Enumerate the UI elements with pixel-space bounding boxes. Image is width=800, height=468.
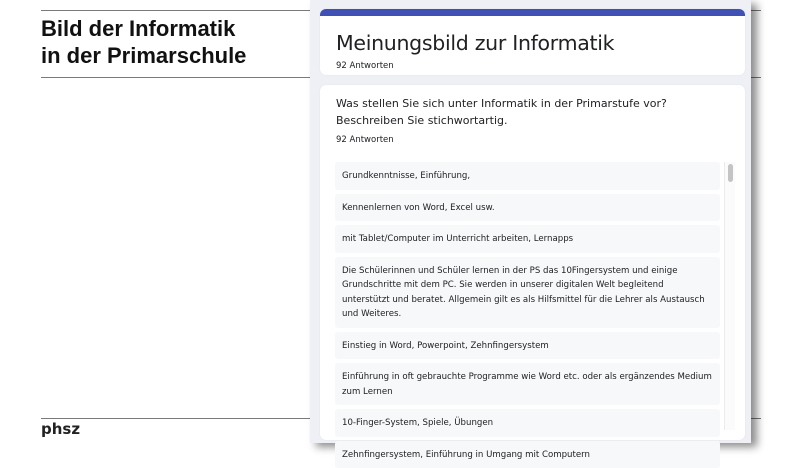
response-item: Einführung in oft gebrauchte Programme wie Word etc. oder als ergänzendes Medium zum Lernen: [335, 363, 720, 405]
slide-title-line-2: in der Primarschule: [41, 42, 246, 69]
slide-title-line-1: Bild der Informatik: [41, 15, 246, 42]
question-card: [320, 85, 745, 440]
footer-logo: phsz: [41, 420, 80, 438]
scrollbar-thumb[interactable]: [728, 164, 733, 182]
form-title: Meinungsbild zur Informatik: [336, 31, 614, 55]
response-item: Einstieg in Word, Powerpoint, Zehnfingersystem: [335, 332, 720, 360]
slide-title: [41, 15, 246, 69]
response-item: Grundkenntnisse, Einführung,: [335, 162, 720, 190]
response-item: Zehnfingersystem, Einführung in Umgang mit Computern: [335, 441, 720, 468]
responses-list[interactable]: [335, 162, 720, 430]
form-header-card: [320, 9, 745, 75]
response-item: Die Schülerinnen und Schüler lernen in der PS das 10Fingersystem und einige Grundschritte mit dem PC. Sie werden in unserer digitalen Welt begleitend unterstützt und beratet. Allgemein gilt es als Hilfsmittel für die Lehrer als Austausch und Weiteres.: [335, 257, 720, 328]
response-item: mit Tablet/Computer im Unterricht arbeiten, Lernapps: [335, 225, 720, 253]
response-item: Kennenlernen von Word, Excel usw.: [335, 194, 720, 222]
form-accent-bar: [320, 9, 745, 16]
response-item: 10-Finger-System, Spiele, Übungen: [335, 409, 720, 437]
form-response-count: 92 Antworten: [336, 61, 394, 71]
form-responses-screenshot: [310, 0, 751, 443]
question-response-count: 92 Antworten: [336, 135, 394, 145]
responses-scrollbar[interactable]: [724, 162, 735, 430]
question-text: Was stellen Sie sich unter Informatik in der Primarstufe vor? Beschreiben Sie stichwortartig.: [336, 95, 731, 129]
